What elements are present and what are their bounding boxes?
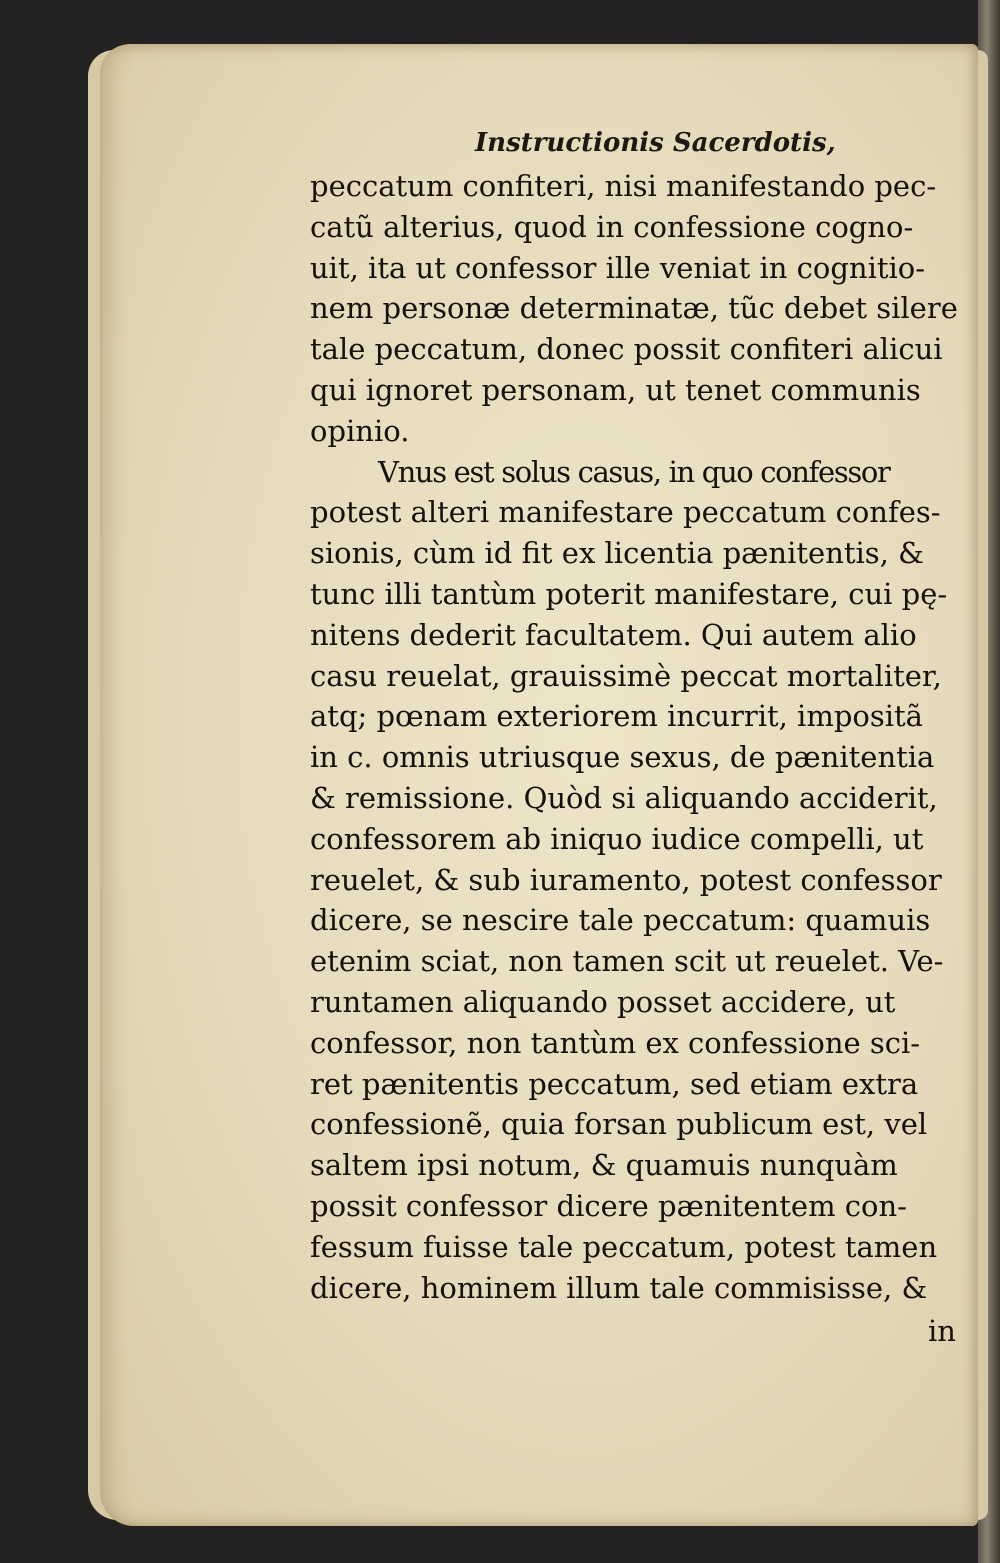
text-line: confessionẽ, quia forsan publicum est, vel	[310, 1107, 928, 1142]
text-line: confessor, non tantùm ex confessione sci-	[310, 1025, 921, 1060]
body-text	[310, 166, 958, 1308]
text-line: confessorem ab iniquo iudice compelli, ut	[310, 821, 924, 856]
text-line: nem personæ determinatæ, tũc debet silere	[310, 291, 958, 326]
running-head: Instructionis Sacerdotis,	[475, 128, 836, 158]
text-line: dicere, hominem illum tale commisisse, &	[310, 1270, 928, 1305]
text-line: atq; pœnam exteriorem incurrit, impositã	[310, 699, 923, 734]
text-line: tunc illi tantùm poterit manifestare, cui pę-	[310, 576, 948, 611]
text-line: in c. omnis utriusque sexus, de pænitentia	[310, 740, 935, 775]
text-line: uit, ita ut confessor ille veniat in cognitio-	[310, 250, 926, 285]
text-line: casu reuelat, grauissimè peccat mortaliter,	[310, 658, 942, 693]
text-line: qui ignoret personam, ut tenet communis	[310, 372, 921, 407]
paragraph-start-line: Vnus est solus casus, in quo confessor	[378, 454, 890, 489]
text-line: fessum fuisse tale peccatum, potest tamen	[310, 1229, 938, 1264]
text-line: & remissione. Quòd si aliquando acciderit,	[310, 780, 938, 815]
catchword: in	[928, 1314, 956, 1348]
text-line: dicere, se nescire tale peccatum: quamuis	[310, 903, 931, 938]
text-line: saltem ipsi notum, & quamuis nunquàm	[310, 1148, 898, 1183]
text-line: tale peccatum, donec possit confiteri alicui	[310, 332, 943, 367]
text-line: etenim sciat, non tamen scit ut reuelet. Ve-	[310, 944, 944, 979]
text-line: runtamen aliquando posset accidere, ut	[310, 984, 896, 1019]
text-line: sionis, cùm id fit ex licentia pænitentis, &	[310, 536, 924, 571]
text-line: potest alteri manifestare peccatum confes-	[310, 495, 941, 530]
text-line: opinio.	[310, 413, 410, 448]
text-line: reuelet, & sub iuramento, potest confessor	[310, 862, 942, 897]
text-line: nitens dederit facultatem. Qui autem alio	[310, 617, 917, 652]
text-line: possit confessor dicere pænitentem con-	[310, 1188, 907, 1223]
text-line: catũ alterius, quod in confessione cogno-	[310, 209, 914, 244]
text-line: peccatum confiteri, nisi manifestando pec-	[310, 169, 937, 203]
text-line: ret pænitentis peccatum, sed etiam extra	[310, 1066, 919, 1101]
